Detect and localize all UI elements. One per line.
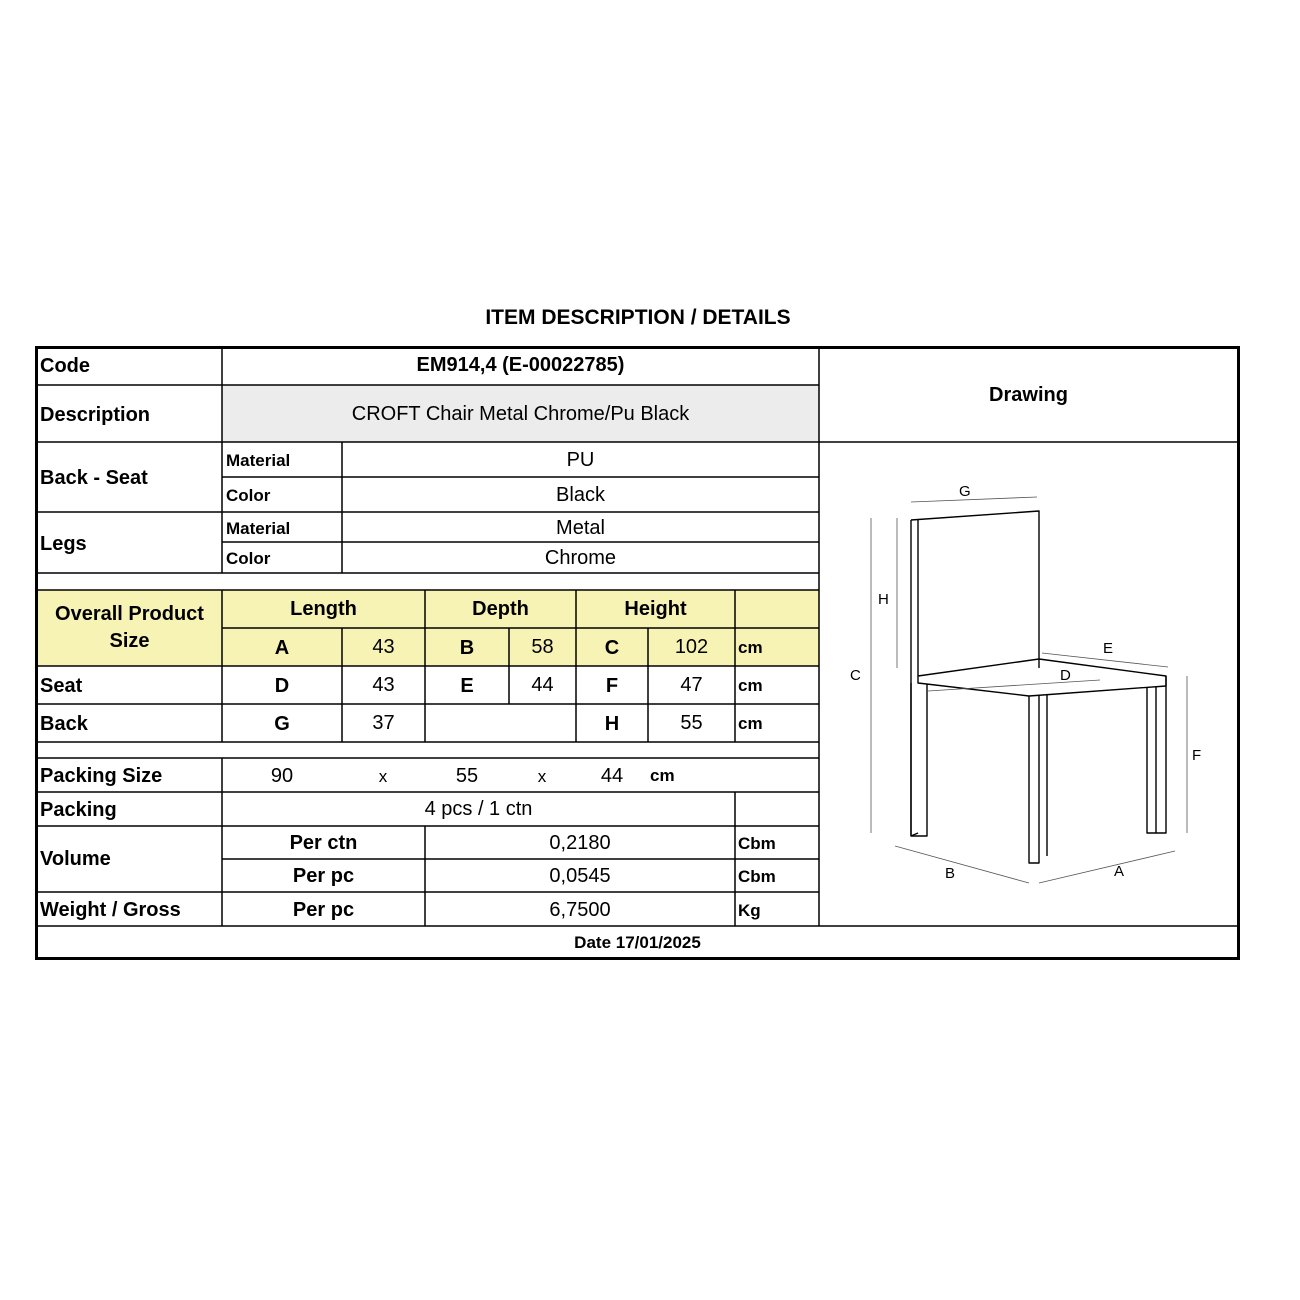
weight-label: Weight / Gross (40, 899, 181, 921)
packing-size-length: 90 (270, 765, 294, 787)
legs-color-value: Chrome (544, 547, 617, 569)
drawing-label-d: D (1060, 667, 1071, 684)
volume-label: Volume (40, 848, 111, 870)
back-seat-material-label: Material (226, 451, 291, 470)
dim-a-label: A (274, 637, 290, 659)
volume-per-ctn-unit: Cbm (738, 834, 776, 853)
drawing-label-b: B (945, 865, 956, 882)
spec-sheet (35, 346, 1240, 960)
packing-value: 4 pcs / 1 ctn (424, 798, 533, 820)
packing-size-unit: cm (650, 766, 675, 785)
drawing-label-c: C (850, 667, 861, 684)
dim-f-value: 47 (680, 674, 703, 696)
description-label: Description (40, 404, 151, 426)
dim-c-label: C (604, 637, 620, 659)
volume-per-ctn-label: Per ctn (289, 832, 358, 854)
packing-size-x1: x (378, 767, 388, 786)
seat-unit: cm (738, 676, 763, 695)
dim-g-value: 37 (372, 712, 395, 734)
back-label: Back (40, 713, 88, 735)
drawing-label-h: H (878, 591, 889, 608)
dim-d-value: 43 (372, 674, 395, 696)
drawing-label-e: E (1103, 640, 1114, 657)
date-footer: Date 17/01/2025 (574, 933, 701, 952)
height-header: Height (624, 598, 687, 620)
volume-per-pc-unit: Cbm (738, 867, 776, 886)
volume-per-pc-label: Per pc (292, 865, 355, 887)
drawing-label-f: F (1192, 747, 1202, 764)
dim-d-label: D (274, 675, 290, 697)
code-label: Code (40, 355, 90, 377)
volume-per-pc-value: 0,0545 (549, 865, 611, 887)
packing-size-x2: x (537, 767, 547, 786)
overall-unit: cm (738, 638, 763, 657)
back-seat-label: Back - Seat (40, 467, 148, 489)
dim-h-value: 55 (680, 712, 703, 734)
legs-material-value: Metal (556, 517, 605, 539)
overall-size-label-2: Size (109, 630, 150, 652)
description-value: CROFT Chair Metal Chrome/Pu Black (351, 403, 690, 425)
dim-g-label: G (274, 713, 290, 735)
packing-size-width: 55 (455, 765, 479, 787)
back-seat-color-value: Black (556, 484, 605, 506)
dim-b-value: 58 (531, 636, 554, 658)
legs-color-label: Color (226, 549, 271, 568)
seat-label: Seat (40, 675, 83, 697)
back-seat-color-label: Color (226, 486, 271, 505)
dim-c-value: 102 (674, 636, 709, 658)
dim-e-value: 44 (531, 674, 554, 696)
packing-size-label: Packing Size (40, 765, 163, 787)
dim-h-label: H (604, 713, 620, 735)
drawing-header: Drawing (989, 384, 1068, 406)
dim-a-value: 43 (372, 636, 395, 658)
drawing-label-a: A (1114, 863, 1125, 880)
depth-header: Depth (472, 598, 529, 620)
drawing-label-g: G (959, 483, 971, 500)
length-header: Length (290, 598, 357, 620)
weight-unit: Kg (738, 901, 761, 920)
overall-size-label: Overall Product (55, 603, 204, 625)
packing-size-height: 44 (600, 765, 624, 787)
volume-per-ctn-value: 0,2180 (549, 832, 611, 854)
packing-label: Packing (40, 799, 117, 821)
legs-material-label: Material (226, 519, 291, 538)
dim-e-label: E (460, 675, 474, 697)
weight-per-pc-label: Per pc (292, 899, 355, 921)
page-title: ITEM DESCRIPTION / DETAILS (485, 306, 791, 329)
dim-f-label: F (605, 675, 619, 697)
back-unit: cm (738, 714, 763, 733)
back-seat-material-value: PU (566, 449, 595, 471)
legs-label: Legs (40, 533, 87, 555)
code-value: EM914,4 (E-00022785) (416, 354, 625, 376)
dim-b-label: B (459, 637, 475, 659)
weight-value: 6,7500 (549, 899, 611, 921)
